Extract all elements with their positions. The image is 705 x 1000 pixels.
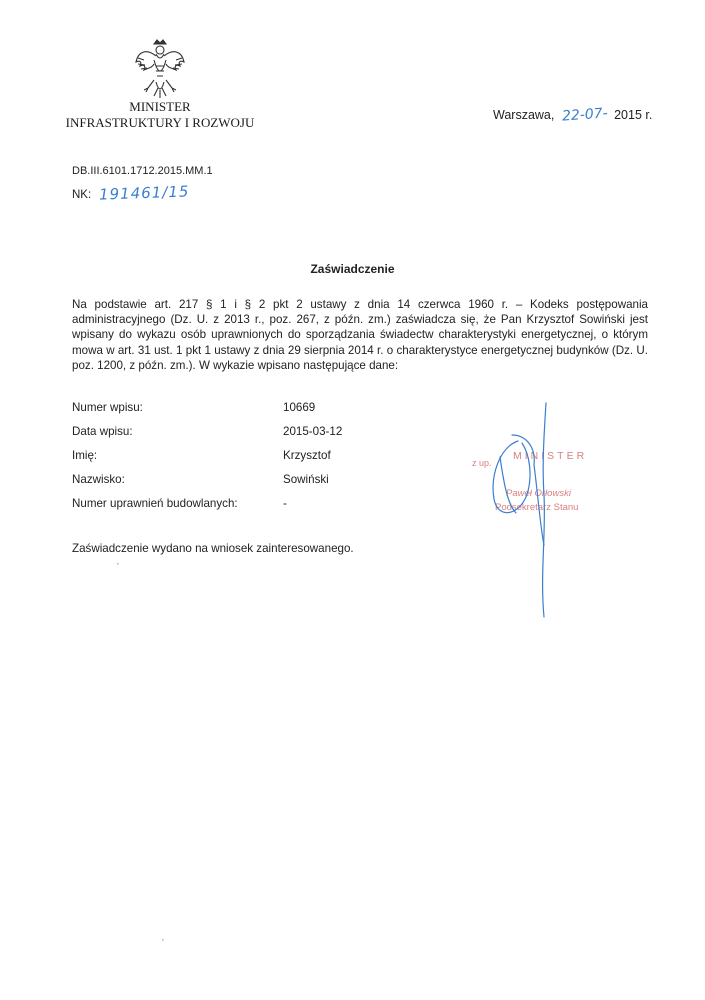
field-value: Sowiński [283,473,329,486]
case-number: DB.III.6101.1712.2015.MM.1 [72,165,213,177]
stray-mark: ’ [162,938,164,947]
field-row [72,497,372,521]
handwritten-date: 22-07- [561,105,609,125]
nk-label: NK: [72,189,92,201]
year: 2015 r. [614,108,653,122]
field-value: 10669 [283,401,316,414]
field-label: Imię: [72,449,98,462]
closing-statement: Zaświadczenie wydano na wniosek zainteresowanego. [72,542,354,555]
field-label: Nazwisko: [72,473,125,486]
stamp-on-behalf: z up. [472,458,492,468]
registry-fields [72,401,372,521]
stamp-minister: MINISTER [513,450,588,462]
field-label: Numer uprawnień budowlanych: [72,497,238,510]
nk-reference [72,184,190,202]
field-row [72,449,372,473]
letterhead-line-2: INFRASTRUKTURY I ROZWOJU [65,115,255,130]
stray-mark: ’ [117,562,119,571]
nk-handwritten-number: 191461/15 [98,182,190,204]
ministry-letterhead [40,99,280,131]
eagle-emblem-icon [134,38,186,100]
stamp-signatory-name: Paweł Orłowski [506,488,571,499]
place-date [493,107,652,123]
letterhead-line-1: MINISTER [129,99,191,114]
body-paragraph: Na podstawie art. 217 § 1 i § 2 pkt 2 ustawy z dnia 14 czerwca 1960 r. – Kodeks postępowania administracyjnego (Dz. U. z 2013 r., poz. 267, z późn. zm.) zaświadcza się, że Pan Krzysztof Sowiński jest wpisany do wykazu osób uprawnionych do sporządzania świadectw charakterystyki energetycznej, o którym mowa w art. 31 ust. 1 pkt 1 ustawy z dnia 29 sierpnia 2014 r. o charakterystyce energetycznej budynków (Dz. U. poz. 1200, z późn. zm.). W wykazie wpisano następujące dane: [72,298,648,372]
handwritten-signature-icon [460,395,610,625]
field-label: Numer wpisu: [72,401,143,414]
place: Warszawa, [493,108,555,122]
document-title: Zaświadczenie [310,262,395,276]
field-value: 2015-03-12 [283,425,343,438]
field-row [72,401,372,425]
field-value: Krzysztof [283,449,331,462]
stamp-signatory-role: Podsekretarz Stanu [495,502,579,513]
field-row [72,425,372,449]
field-value: - [283,497,287,510]
field-row [72,473,372,497]
field-label: Data wpisu: [72,425,133,438]
